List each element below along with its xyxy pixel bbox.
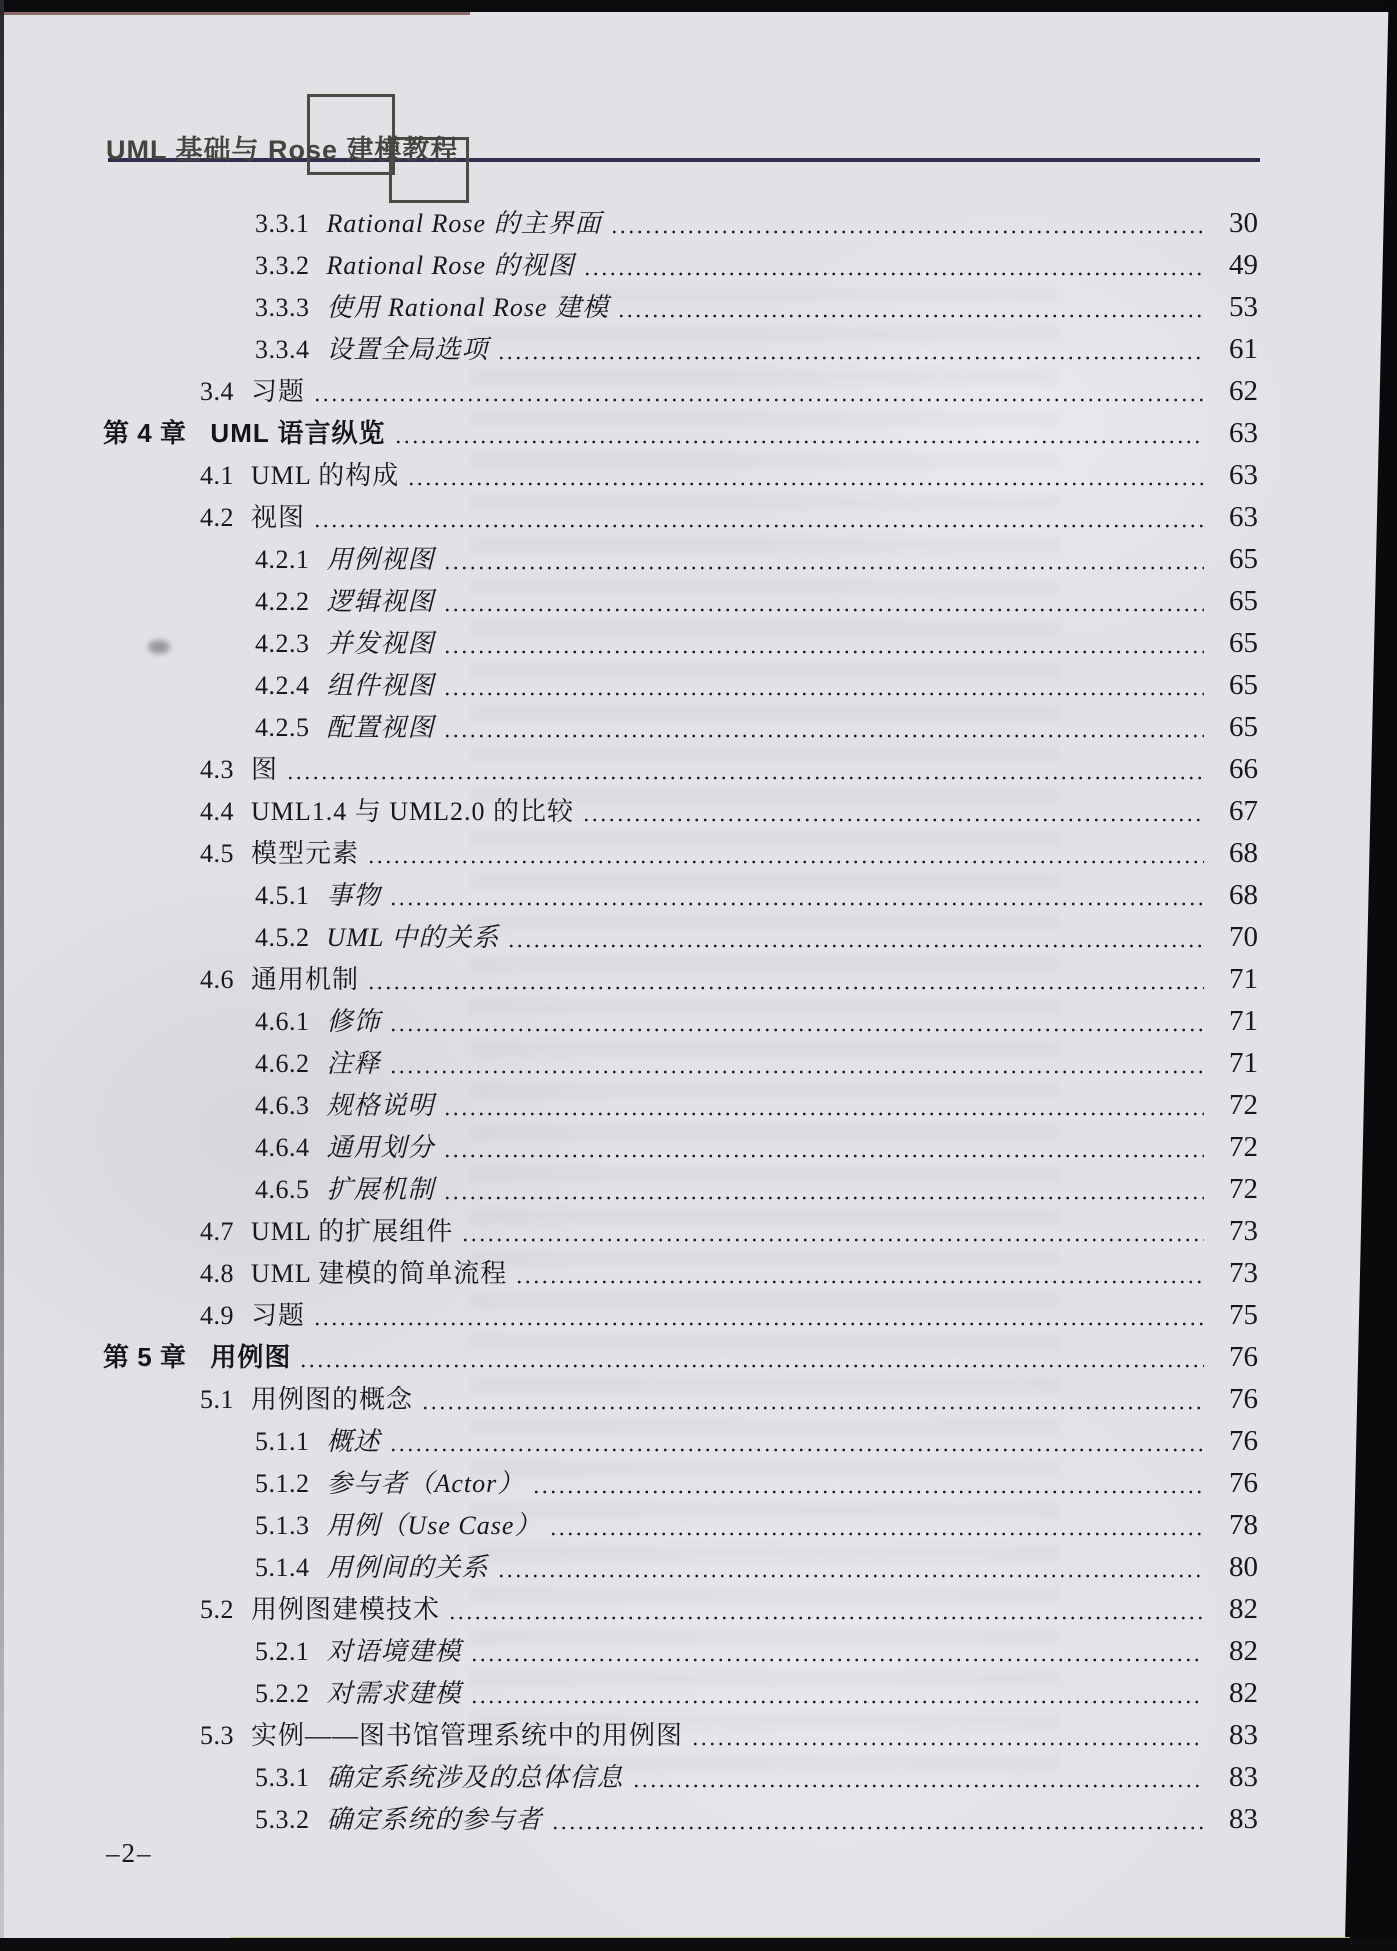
dot-leader <box>683 1715 1210 1757</box>
dot-leader <box>305 371 1210 413</box>
toc-entry-title: 概述 <box>326 1427 381 1456</box>
footer-page-number: –2– <box>106 1838 153 1868</box>
toc-entry-number: 4.3 <box>200 755 234 784</box>
toc-entry-page: 71 <box>1229 1047 1258 1079</box>
toc-row <box>0 413 1397 455</box>
toc-row <box>0 539 1397 581</box>
toc-row <box>0 791 1397 833</box>
toc-entry-page: 63 <box>1229 417 1258 449</box>
dot-leader <box>359 833 1210 875</box>
toc-entry-number: 5.3.2 <box>255 1805 310 1834</box>
toc-entry-page: 53 <box>1229 291 1258 323</box>
toc-row <box>0 707 1397 749</box>
dot-leader <box>381 1043 1210 1085</box>
toc-entry-title: 规格说明 <box>326 1091 435 1120</box>
dot-leader <box>609 287 1210 329</box>
toc-entry-title: 事物 <box>326 881 381 910</box>
toc-entry-title: 逻辑视图 <box>326 587 435 616</box>
toc-entry-title: 确定系统涉及的总体信息 <box>326 1763 624 1792</box>
toc-entry-title: UML 中的关系 <box>326 923 500 952</box>
toc-entry-title: 习题 <box>251 377 306 406</box>
toc-row <box>0 1295 1397 1337</box>
toc-entry-number: 3.4 <box>200 377 234 406</box>
toc-entry-number: 4.5.1 <box>255 881 310 910</box>
toc-row <box>0 917 1397 959</box>
toc-row <box>0 329 1397 371</box>
toc-entry-title: UML1.4 与 UML2.0 的比较 <box>251 797 575 826</box>
toc-row <box>0 623 1397 665</box>
toc-row <box>0 1001 1397 1043</box>
toc-entry-number: 4.2.5 <box>255 713 310 742</box>
toc-entry-number: 4.5.2 <box>255 923 310 952</box>
toc-entry-number: 4.6.5 <box>255 1175 310 1204</box>
dot-leader <box>462 1673 1210 1715</box>
toc-row <box>0 875 1397 917</box>
toc-entry-title: Rational Rose 的视图 <box>326 251 575 280</box>
toc-row <box>0 1631 1397 1673</box>
toc-entry-number: 5.2.2 <box>255 1679 310 1708</box>
toc-row <box>0 1505 1397 1547</box>
toc-entry-title: 用例图 <box>210 1342 292 1372</box>
toc-entry-page: 63 <box>1229 459 1258 491</box>
dot-leader <box>499 917 1210 959</box>
toc-row <box>0 1463 1397 1505</box>
toc-entry-number: 5.1.4 <box>255 1553 310 1582</box>
toc-entry-page: 82 <box>1229 1593 1258 1625</box>
toc-entry-number: 4.5 <box>200 839 234 868</box>
dot-leader <box>602 203 1210 245</box>
toc-entry-title: 模型元素 <box>251 839 360 868</box>
toc-entry-page: 73 <box>1229 1215 1258 1247</box>
toc-entry-number: 4.2.4 <box>255 671 310 700</box>
toc-row <box>0 1379 1397 1421</box>
toc-row <box>0 1715 1397 1757</box>
toc-row <box>0 1211 1397 1253</box>
toc-entry-page: 82 <box>1229 1635 1258 1667</box>
toc-entry-title: UML 语言纵览 <box>210 418 386 448</box>
toc-list <box>0 203 1397 1841</box>
toc-entry-title: 习题 <box>251 1301 306 1330</box>
toc-entry-page: 68 <box>1229 837 1258 869</box>
dot-leader <box>507 1253 1210 1295</box>
dot-leader <box>381 875 1210 917</box>
dot-leader <box>359 959 1210 1001</box>
dot-leader <box>462 1631 1210 1673</box>
toc-row <box>0 833 1397 875</box>
toc-entry-number: 4.2.3 <box>255 629 310 658</box>
toc-entry-number: 4.9 <box>200 1301 234 1330</box>
toc-entry-page: 75 <box>1229 1299 1258 1331</box>
toc-row <box>0 1589 1397 1631</box>
toc-entry-page: 30 <box>1229 207 1258 239</box>
toc-entry-number: 4.7 <box>200 1217 234 1246</box>
dot-leader <box>575 245 1210 287</box>
dot-leader <box>543 1799 1210 1841</box>
toc-entry-number: 4.6.3 <box>255 1091 310 1120</box>
toc-entry-title: 确定系统的参与者 <box>326 1805 543 1834</box>
toc-entry-page: 76 <box>1229 1425 1258 1457</box>
dot-leader <box>574 791 1210 833</box>
dot-leader <box>435 707 1210 749</box>
toc-entry-number: 4.8 <box>200 1259 234 1288</box>
toc-entry-title: 实例——图书馆管理系统中的用例图 <box>251 1721 684 1750</box>
toc-entry-page: 72 <box>1229 1089 1258 1121</box>
dot-leader <box>381 1421 1210 1463</box>
toc-entry-title: Rational Rose 的主界面 <box>326 209 602 238</box>
toc-entry-number: 4.2.1 <box>255 545 310 574</box>
toc-row <box>0 1085 1397 1127</box>
toc-entry-page: 76 <box>1229 1467 1258 1499</box>
dot-leader <box>435 665 1210 707</box>
toc-row <box>0 1757 1397 1799</box>
toc-entry-number: 3.3.3 <box>255 293 310 322</box>
toc-entry-number: 5.1.3 <box>255 1511 310 1540</box>
toc-entry-page: 65 <box>1229 585 1258 617</box>
dot-leader <box>386 413 1211 455</box>
toc-entry-number: 5.3.1 <box>255 1763 310 1792</box>
dot-leader <box>541 1505 1210 1547</box>
toc-row <box>0 1253 1397 1295</box>
toc-entry-title: 对语境建模 <box>326 1637 462 1666</box>
toc-entry-number: 4.1 <box>200 461 234 490</box>
toc-entry-title: 用例（Use Case） <box>326 1511 542 1540</box>
toc-entry-number: 5.2 <box>200 1595 234 1624</box>
toc-entry-page: 68 <box>1229 879 1258 911</box>
toc-entry-page: 83 <box>1229 1803 1258 1835</box>
toc-entry-page: 83 <box>1229 1761 1258 1793</box>
toc-entry-title: UML 的扩展组件 <box>251 1217 454 1246</box>
toc-entry-title: 对需求建模 <box>326 1679 462 1708</box>
dot-leader <box>305 1295 1210 1337</box>
scan-border-bottom <box>0 1938 1397 1951</box>
toc-entry-number: 4.6.4 <box>255 1133 310 1162</box>
toc-entry-number: 3.3.4 <box>255 335 310 364</box>
toc-entry-page: 65 <box>1229 711 1258 743</box>
dot-leader <box>435 623 1210 665</box>
toc-entry-number: 4.4 <box>200 797 234 826</box>
toc-entry-title: 通用划分 <box>326 1133 435 1162</box>
toc-entry-title: 修饰 <box>326 1007 381 1036</box>
toc-entry-page: 76 <box>1229 1383 1258 1415</box>
scan-artifact-red-line <box>0 12 470 15</box>
toc-entry-page: 71 <box>1229 1005 1258 1037</box>
dot-leader <box>381 1001 1210 1043</box>
dot-leader <box>413 1379 1210 1421</box>
toc-entry-title: 用例视图 <box>326 545 435 574</box>
toc-row <box>0 749 1397 791</box>
page-title: UML 基础与 Rose 建模教程 <box>106 135 459 165</box>
dot-leader <box>624 1757 1210 1799</box>
toc-entry-number: 5.1 <box>200 1385 234 1414</box>
toc-entry-page: 67 <box>1229 795 1258 827</box>
toc-entry-title: 配置视图 <box>326 713 435 742</box>
dot-leader <box>305 497 1210 539</box>
toc-row <box>0 665 1397 707</box>
toc-entry-title: 用例间的关系 <box>326 1553 489 1582</box>
toc-entry-title: 并发视图 <box>326 629 435 658</box>
toc-entry-title: 注释 <box>326 1049 381 1078</box>
toc-entry-page: 76 <box>1229 1341 1258 1373</box>
toc-entry-title: 图 <box>251 755 279 784</box>
dot-leader <box>453 1211 1210 1253</box>
toc-entry-title: 用例图的概念 <box>251 1385 414 1414</box>
toc-entry-page: 72 <box>1229 1131 1258 1163</box>
toc-entry-page: 78 <box>1229 1509 1258 1541</box>
toc-row <box>0 1337 1397 1379</box>
dot-leader <box>435 581 1210 623</box>
toc-entry-number: 5.1.2 <box>255 1469 310 1498</box>
toc-entry-title: 使用 Rational Rose 建模 <box>326 293 610 322</box>
toc-entry-page: 70 <box>1229 921 1258 953</box>
dot-leader <box>435 1169 1210 1211</box>
dot-leader <box>435 1085 1210 1127</box>
toc-entry-page: 72 <box>1229 1173 1258 1205</box>
toc-row <box>0 1673 1397 1715</box>
toc-entry-page: 65 <box>1229 543 1258 575</box>
toc-entry-title: 通用机制 <box>251 965 360 994</box>
scan-border-top <box>0 0 1397 12</box>
toc-row <box>0 287 1397 329</box>
toc-entry-number: 3.3.1 <box>255 209 310 238</box>
toc-entry-title: 参与者（Actor） <box>326 1469 525 1498</box>
toc-entry-page: 80 <box>1229 1551 1258 1583</box>
toc-entry-number: 4.6 <box>200 965 234 994</box>
dot-leader <box>489 1547 1210 1589</box>
toc-row <box>0 1169 1397 1211</box>
toc-entry-title: UML 的构成 <box>251 461 400 490</box>
toc-entry-number: 5.2.1 <box>255 1637 310 1666</box>
toc-row <box>0 581 1397 623</box>
dot-leader <box>278 749 1210 791</box>
toc-entry-title: 视图 <box>251 503 306 532</box>
toc-entry-page: 61 <box>1229 333 1258 365</box>
toc-entry-page: 63 <box>1229 501 1258 533</box>
toc-row <box>0 203 1397 245</box>
toc-entry-title: 用例图建模技术 <box>251 1595 441 1624</box>
toc-row <box>0 245 1397 287</box>
toc-entry-page: 73 <box>1229 1257 1258 1289</box>
toc-entry-page: 62 <box>1229 375 1258 407</box>
dot-leader <box>399 455 1210 497</box>
toc-entry-number: 4.6.1 <box>255 1007 310 1036</box>
toc-entry-title: 组件视图 <box>326 671 435 700</box>
toc-row <box>0 371 1397 413</box>
toc-entry-title: UML 建模的简单流程 <box>251 1259 508 1288</box>
toc-row <box>0 455 1397 497</box>
toc-entry-page: 66 <box>1229 753 1258 785</box>
toc-entry-number: 5.3 <box>200 1721 234 1750</box>
dot-leader <box>291 1337 1210 1379</box>
toc-entry-number: 第 4 章 <box>103 418 187 448</box>
dot-leader <box>489 329 1210 371</box>
toc-entry-title: 扩展机制 <box>326 1175 435 1204</box>
toc-entry-number: 3.3.2 <box>255 251 310 280</box>
toc-entry-title: 设置全局选项 <box>326 335 489 364</box>
toc-entry-number: 4.2 <box>200 503 234 532</box>
toc-row <box>0 1547 1397 1589</box>
toc-entry-page: 82 <box>1229 1677 1258 1709</box>
dot-leader <box>440 1589 1210 1631</box>
toc-row <box>0 1799 1397 1841</box>
toc-entry-number: 第 5 章 <box>103 1342 187 1372</box>
dot-leader <box>435 539 1210 581</box>
toc-row <box>0 1043 1397 1085</box>
toc-entry-page: 65 <box>1229 627 1258 659</box>
toc-entry-number: 4.6.2 <box>255 1049 310 1078</box>
toc-row <box>0 959 1397 1001</box>
toc-entry-number: 5.1.1 <box>255 1427 310 1456</box>
dot-leader <box>435 1127 1210 1169</box>
toc-row <box>0 497 1397 539</box>
toc-entry-page: 83 <box>1229 1719 1258 1751</box>
toc-entry-number: 4.2.2 <box>255 587 310 616</box>
toc-entry-page: 71 <box>1229 963 1258 995</box>
toc-row <box>0 1421 1397 1463</box>
toc-row <box>0 1127 1397 1169</box>
toc-entry-page: 49 <box>1229 249 1258 281</box>
dot-leader <box>524 1463 1210 1505</box>
toc-entry-page: 65 <box>1229 669 1258 701</box>
